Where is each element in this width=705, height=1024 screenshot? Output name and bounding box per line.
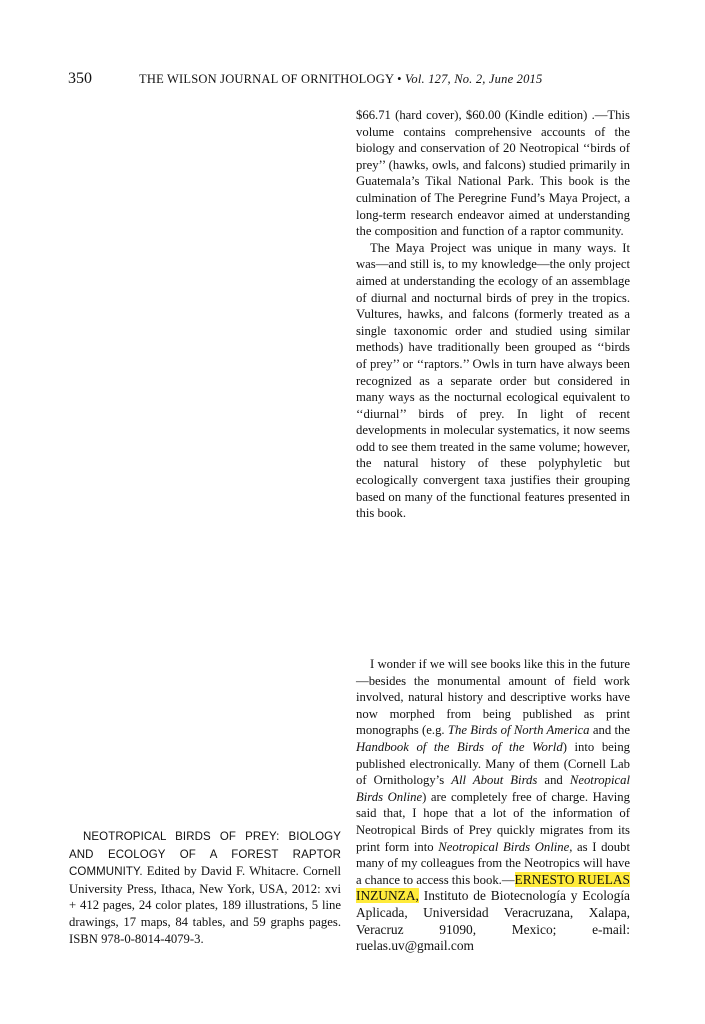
p3-text-d: and — [537, 773, 570, 788]
running-head — [139, 72, 542, 87]
author-name-highlighted: ERNESTO RUELAS INZUNZA, — [356, 871, 630, 904]
p3-text-e: ) are completely free of charge. Having said that, I hope that a lot of the information of Neotropical Birds of Prey quickly migrates from its print form into — [356, 789, 630, 854]
journal-title: THE WILSON JOURNAL OF ORNITHOLOGY — [139, 72, 394, 86]
title-neotropical-birds-online: Neotropical Birds Online — [356, 773, 631, 804]
title-birds-north-america: The Birds of North America — [447, 723, 590, 738]
paragraph-2: The Maya Project was unique in many ways. It was—and still is, to my knowledge—the only project aimed at understanding the ecology of an assemblage of diurnal and nocturnal birds of prey in the tropics. Vultures, hawks, and falcons (formerly treated as a single taxonomic order and studied using similar methods) have traditionally been grouped as ‘‘birds of prey’’ or ‘‘raptors.’’ Owls in turn have always been recognized as a separate order but considered in many ways as the nocturnal ecological equivalent to ‘‘diurnal’’ birds of prey. In light of recent developments in molecular systematics, it now seems odd to see them treated in the same volume; however, the natural history of these polyphyletic but ecologically convergent taxa justifies their grouping based on many of the functional features presented in this book. — [356, 240, 630, 521]
paragraph-3 — [356, 656, 630, 955]
author-affiliation: Instituto de Biotecnología y Ecología Aplicada, Universidad Veracruzana, Xalapa, Veracruz 91090, Mexico; e-mail: ruelas.uv@gmail.com — [356, 888, 630, 954]
header-bullet: • — [397, 72, 402, 86]
p3-text-c: ) into being published electronically. Many of them (Cornell Lab of Ornithology’s — [356, 739, 631, 788]
right-column-bottom — [356, 656, 630, 955]
citation-paragraph — [69, 828, 341, 947]
book-title: NEOTROPICAL BIRDS OF PREY: BIOLOGY AND ECOLOGY OF A FOREST RAPTOR COMMUNITY. — [69, 831, 341, 879]
title-all-about-birds: All About Birds — [451, 773, 538, 788]
title-handbook: Handbook of the Birds of the World — [356, 739, 563, 754]
book-citation — [69, 828, 341, 947]
issue-info: Vol. 127, No. 2, June 2015 — [404, 72, 543, 86]
title-neotropical-birds-online-2: Neotropical Birds Online — [438, 839, 570, 854]
book-details: Edited by David F. Whitacre. Cornell University Press, Ithaca, New York, USA, 2012: xvi + 412 pages, 24 color plates, 189 illustrations, 5 line drawings, 17 maps, 84 tables, and 59 graphs pages. ISBN 978-0-8014-4079-3. — [69, 864, 341, 946]
paragraph-1: $66.71 (hard cover), $60.00 (Kindle edition) .—This volume contains comprehensive accounts of the biology and conservation of 20 Neotropical ‘‘birds of prey’’ (hawks, owls, and falcons) studied primarily in Guatemala’s Tikal National Park. This book is the culmination of The Peregrine Fund’s Maya Project, a long-term research endeavor aimed at understanding the composition and function of a raptor community. — [356, 108, 630, 239]
p3-text-a: I wonder if we will see books like this in the future—besides the monumental amount of field work involved, natural history and descriptive works have now morphed from being published as print monographs (e.g. — [356, 657, 630, 738]
p3-text-b: and the — [589, 723, 630, 738]
right-column-top — [356, 107, 630, 522]
page-number: 350 — [68, 70, 92, 87]
p3-text-f: , as I doubt many of my colleagues from the Neotropics will have a chance to access this book.— — [356, 839, 630, 887]
